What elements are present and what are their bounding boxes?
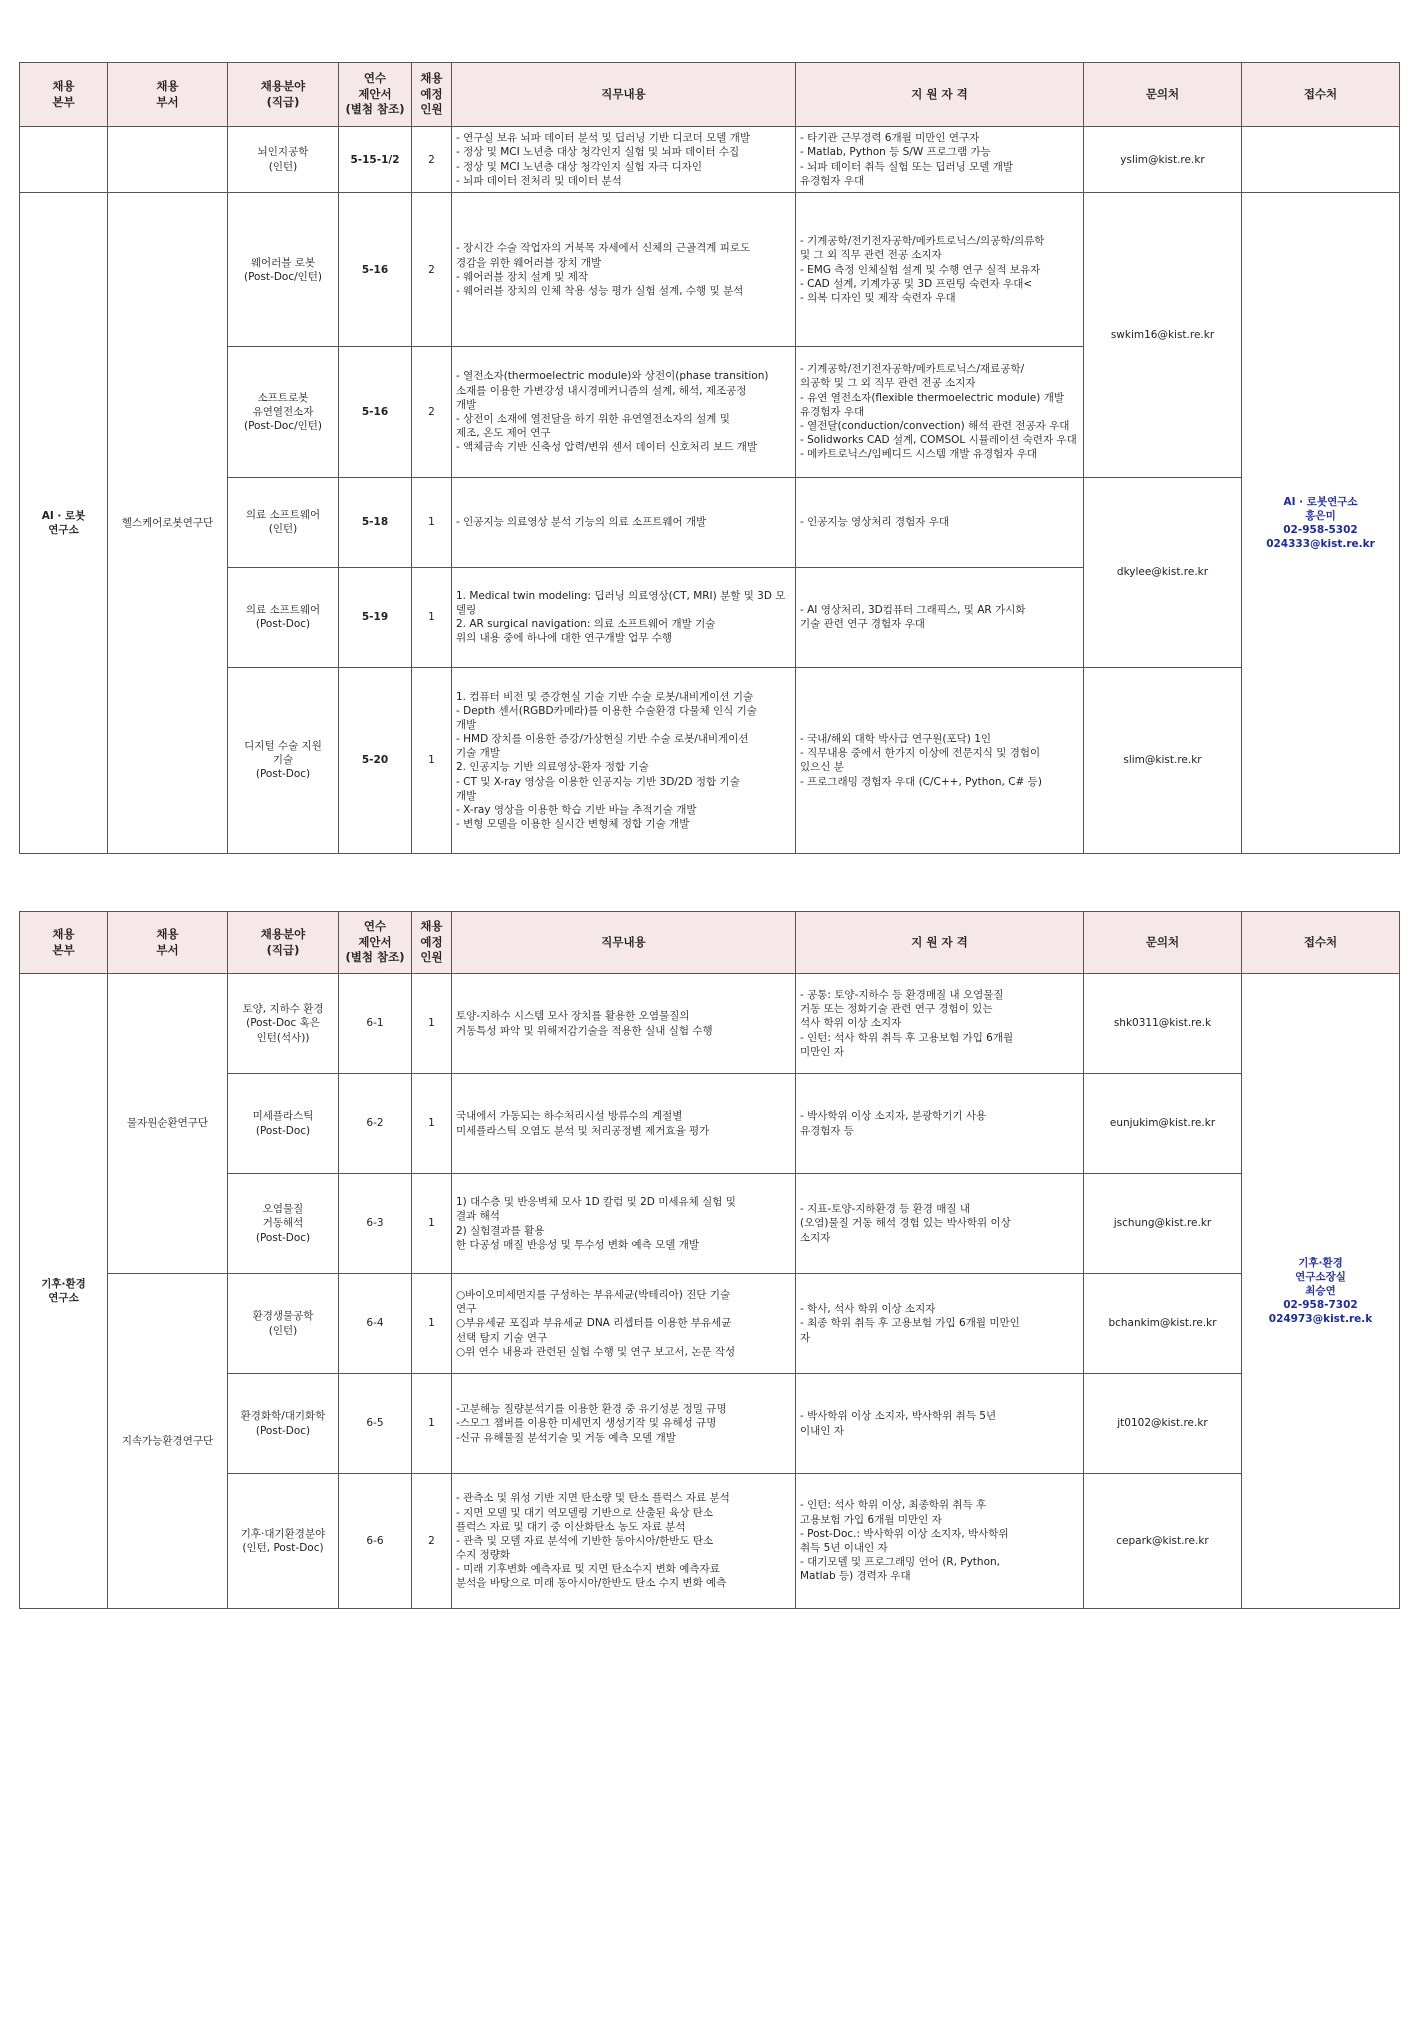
header-contact: 문의처	[1084, 63, 1242, 127]
contact-email[interactable]: eunjukim@kist.re.kr	[1084, 1074, 1242, 1174]
qualification-cell: - 기계공학/전기전자공학/메카트로닉스/재료공학/ 의공학 및 그 외 직무 관련 전공 소지자 - 유연 열전소자(flexible thermoelectric module) 개발 유경험자 우대 - 열전달(conduction/convection) 해석 관련 전공자 우대 - Solidworks CAD 설계, COMSOL 시뮬레이션 숙련자 우대 - 메카트로닉스/임베디드 시스템 개발 유경험자 우대	[796, 347, 1084, 477]
duty-cell: - 장시간 수술 작업자의 거북목 자세에서 신체의 근골격계 피로도 경감을 위한 웨어러블 장치 개발 - 웨어러블 장치 설계 및 제작 - 웨어러블 장치의 인체 착용 성능 평가 실험 설계, 수행 및 분석	[452, 193, 796, 347]
proposal-cell: 5-18	[339, 477, 412, 567]
hq-cell: 기후·환경 연구소	[20, 974, 108, 1609]
qualification-cell: - 타기관 근무경력 6개월 미만인 연구자 - Matlab, Python 등 S/W 프로그램 가능 - 뇌파 데이터 취득 실험 또는 딥러닝 모델 개발 유경험자 우대	[796, 127, 1084, 193]
field-cell: 환경화학/대기화학 (Post-Doc)	[228, 1374, 339, 1474]
duty-cell: 국내에서 가동되는 하수처리시설 방류수의 계절별 미세플라스틱 오염도 분석 및 처리공정별 제거효율 평가	[452, 1074, 796, 1174]
qualification-cell: - 학사, 석사 학위 이상 소지자 - 최종 학위 취득 후 고용보험 가입 6개월 미만인 자	[796, 1274, 1084, 1374]
header-hq: 채용 본부	[20, 912, 108, 974]
table-row	[20, 1274, 1400, 1374]
proposal-cell: 5-19	[339, 567, 412, 667]
headcount-cell: 1	[412, 1374, 452, 1474]
header-duty: 직무내용	[452, 63, 796, 127]
contact-email[interactable]: shk0311@kist.re.k	[1084, 974, 1242, 1074]
header-reception: 접수처	[1242, 912, 1400, 974]
empty-cell	[108, 127, 228, 193]
empty-cell	[1242, 127, 1400, 193]
table-row	[20, 974, 1400, 1074]
header-proposal: 연수 제안서 (별첨 참조)	[339, 912, 412, 974]
duty-cell: - 열전소자(thermoelectric module)와 상전이(phase transition) 소재를 이용한 가변강성 내시경메커니즘의 설계, 해석, 제조공정 개발 - 상전이 소재에 열전달을 하기 위한 유연열전소자의 설계 및 제조, 온도 제어 연구 - 액체금속 기반 신축성 압력/변위 센서 데이터 신호처리 보드 개발	[452, 347, 796, 477]
qualification-cell: - 기계공학/전기전자공학/메카트로닉스/의공학/의류학 및 그 외 직무 관련 전공 소지자 - EMG 측정 인체실험 설계 및 수행 연구 실적 보유자 - CAD 설계, 기계가공 및 3D 프린팅 숙련자 우대< - 의복 디자인 및 제작 숙련자 우대	[796, 193, 1084, 347]
duty-cell: - 관측소 및 위성 기반 지면 탄소량 및 탄소 플럭스 자료 분석 - 지면 모델 및 대기 역모델링 기반으로 산출된 육상 탄소 플럭스 자료 및 대기 중 이산화탄소 농도 자료 분석 - 관측 및 모델 자료 분석에 기반한 동아시아/한반도 탄소 수지 정량화 - 미래 기후변화 예측자료 및 지면 탄소수지 변화 예측자료 분석을 바탕으로 미래 동아시아/한반도 탄소 수지 변화 예측	[452, 1474, 796, 1609]
header-proposal: 연수 제안서 (별첨 참조)	[339, 63, 412, 127]
duty-cell: 1. 컴퓨터 비전 및 증강현실 기술 기반 수술 로봇/내비게이션 기술 - Depth 센서(RGBD카메라)를 이용한 수술환경 다물체 인식 기술 개발 - HMD 장치를 이용한 증강/가상현실 기반 수술 로봇/내비게이션 기술 개발 2. 인공지능 기반 의료영상-환자 정합 기술 - CT 및 X-ray 영상을 이용한 인공지능 기반 3D/2D 정합 기술 개발 - X-ray 영상을 이용한 학습 기반 바늘 추적기술 개발 - 변형 모델을 이용한 실시간 변형체 정합 기술 개발	[452, 667, 796, 853]
contact-email[interactable]: jschung@kist.re.kr	[1084, 1174, 1242, 1274]
field-cell: 의료 소프트웨어 (Post-Doc)	[228, 567, 339, 667]
table-row	[20, 193, 1400, 347]
recruit-table-climate-env	[19, 911, 1400, 1609]
headcount-cell: 1	[412, 667, 452, 853]
contact-email[interactable]: yslim@kist.re.kr	[1084, 127, 1242, 193]
recruit-table-ai-robot	[19, 62, 1400, 854]
duty-cell: 토양-지하수 시스템 모사 장치를 활용한 오염물질의 거동특성 파악 및 위해저감기술을 적용한 실내 실험 수행	[452, 974, 796, 1074]
headcount-cell: 1	[412, 974, 452, 1074]
headcount-cell: 1	[412, 567, 452, 667]
header-qualification: 지 원 자 격	[796, 63, 1084, 127]
duty-cell: ○바이오미세먼지를 구성하는 부유세균(박테리아) 진단 기술 연구 ○부유세균 포집과 부유세균 DNA 리셉터를 이용한 부유세균 선택 탐지 기술 연구 ○위 연수 내용과 관련된 실험 수행 및 연구 보고서, 논문 작성	[452, 1274, 796, 1374]
proposal-cell: 6-2	[339, 1074, 412, 1174]
headcount-cell: 1	[412, 1174, 452, 1274]
hq-cell: AI · 로봇 연구소	[20, 193, 108, 854]
field-cell: 환경생물공학 (인턴)	[228, 1274, 339, 1374]
field-cell: 소프트로봇 유연열전소자 (Post-Doc/인턴)	[228, 347, 339, 477]
duty-cell: 1) 대수층 및 반응벽체 모사 1D 칼럼 및 2D 미세유체 실험 및 결과 해석 2) 실험결과를 활용 한 다공성 매질 반응성 및 투수성 변화 예측 모델 개발	[452, 1174, 796, 1274]
proposal-cell: 6-4	[339, 1274, 412, 1374]
headcount-cell: 2	[412, 127, 452, 193]
proposal-cell: 5-15-1/2	[339, 127, 412, 193]
dept-cell: 지속가능환경연구단	[108, 1274, 228, 1609]
headcount-cell: 1	[412, 1274, 452, 1374]
field-cell: 오염물질 거동해석 (Post-Doc)	[228, 1174, 339, 1274]
field-cell: 미세플라스틱 (Post-Doc)	[228, 1074, 339, 1174]
proposal-cell: 6-3	[339, 1174, 412, 1274]
qualification-cell: - 인턴: 석사 학위 이상, 최종학위 취득 후 고용보험 가입 6개월 미만인 자 - Post-Doc.: 박사학위 이상 소지자, 박사학위 취득 5년 이내인 자 - 대기모델 및 프로그래밍 언어 (R, Python, Matlab 등) 경력자 우대	[796, 1474, 1084, 1609]
qualification-cell: - AI 영상처리, 3D컴퓨터 그래픽스, 및 AR 가시화 기술 관련 연구 경험자 우대	[796, 567, 1084, 667]
field-cell: 뇌인지공학 (인턴)	[228, 127, 339, 193]
duty-cell: - 연구실 보유 뇌파 데이터 분석 및 딥러닝 기반 디코더 모델 개발 - 정상 및 MCI 노년층 대상 청각인지 실험 및 뇌파 데이터 수집 - 정상 및 MCI 노년층 대상 청각인지 실험 자극 디자인 - 뇌파 데이터 전처리 및 데이터 분석	[452, 127, 796, 193]
qualification-cell: - 박사학위 이상 소지자, 분광학기기 사용 유경험자 등	[796, 1074, 1084, 1174]
table-header-row	[20, 912, 1400, 974]
contact-email[interactable]: bchankim@kist.re.kr	[1084, 1274, 1242, 1374]
qualification-cell: - 국내/해외 대학 박사급 연구원(포닥) 1인 - 직무내용 중에서 한가지 이상에 전문지식 및 경험이 있으신 분 - 프로그래밍 경험자 우대 (C/C++, Python, C# 등)	[796, 667, 1084, 853]
empty-cell	[20, 127, 108, 193]
header-contact: 문의처	[1084, 912, 1242, 974]
reception-cell: 기후·환경 연구소장실 최승연 02-958-7302 024973@kist.re.k	[1242, 974, 1400, 1609]
reception-cell: AI · 로봇연구소 홍은미 02-958-5302 024333@kist.re.kr	[1242, 193, 1400, 854]
proposal-cell: 6-6	[339, 1474, 412, 1609]
proposal-cell: 5-16	[339, 193, 412, 347]
headcount-cell: 1	[412, 1074, 452, 1174]
qualification-cell: - 인공지능 영상처리 경험자 우대	[796, 477, 1084, 567]
dept-cell: 물자원순환연구단	[108, 974, 228, 1274]
qualification-cell: - 박사학위 이상 소지자, 박사학위 취득 5년 이내인 자	[796, 1374, 1084, 1474]
header-headcount: 채용 예정 인원	[412, 912, 452, 974]
header-reception: 접수처	[1242, 63, 1400, 127]
field-cell: 기후·대기환경분야 (인턴, Post-Doc)	[228, 1474, 339, 1609]
field-cell: 웨어러블 로봇 (Post-Doc/인턴)	[228, 193, 339, 347]
duty-cell: 1. Medical twin modeling: 딥러닝 의료영상(CT, MRI) 분할 및 3D 모델링 2. AR surgical navigation: 의료 소프트웨어 개발 기술 위의 내용 중에 하나에 대한 연구개발 업무 수행	[452, 567, 796, 667]
headcount-cell: 2	[412, 1474, 452, 1609]
headcount-cell: 2	[412, 347, 452, 477]
header-qualification: 지 원 자 격	[796, 912, 1084, 974]
qualification-cell: - 지표-토양-지하환경 등 환경 매질 내 (오염)물질 거동 해석 경험 있는 박사학위 이상 소지자	[796, 1174, 1084, 1274]
header-headcount: 채용 예정 인원	[412, 63, 452, 127]
proposal-cell: 5-16	[339, 347, 412, 477]
field-cell: 의료 소프트웨어 (인턴)	[228, 477, 339, 567]
header-hq: 채용 본부	[20, 63, 108, 127]
contact-email[interactable]: cepark@kist.re.kr	[1084, 1474, 1242, 1609]
header-duty: 직무내용	[452, 912, 796, 974]
qualification-cell: - 공통: 토양-지하수 등 환경매질 내 오염물질 거동 또는 정화기술 관련 연구 경험이 있는 석사 학위 이상 소지자 - 인턴: 석사 학위 취득 후 고용보험 가입 6개월 미만인 자	[796, 974, 1084, 1074]
duty-cell: -고분해능 질량분석기를 이용한 환경 중 유기성분 정밀 규명 -스모그 챔버를 이용한 미세먼지 생성기작 및 유해성 규명 -신규 유해물질 분석기술 및 거동 예측 모델 개발	[452, 1374, 796, 1474]
contact-email[interactable]: jt0102@kist.re.kr	[1084, 1374, 1242, 1474]
table-row	[20, 127, 1400, 193]
proposal-cell: 5-20	[339, 667, 412, 853]
table-header-row	[20, 63, 1400, 127]
header-field: 채용분야 (직급)	[228, 912, 339, 974]
headcount-cell: 2	[412, 193, 452, 347]
proposal-cell: 6-5	[339, 1374, 412, 1474]
header-field: 채용분야 (직급)	[228, 63, 339, 127]
contact-email[interactable]: dkylee@kist.re.kr	[1084, 477, 1242, 667]
contact-email[interactable]: slim@kist.re.kr	[1084, 667, 1242, 853]
field-cell: 디지털 수술 지원 기술 (Post-Doc)	[228, 667, 339, 853]
proposal-cell: 6-1	[339, 974, 412, 1074]
header-dept: 채용 부서	[108, 63, 228, 127]
duty-cell: - 인공지능 의료영상 분석 기능의 의료 소프트웨어 개발	[452, 477, 796, 567]
header-dept: 채용 부서	[108, 912, 228, 974]
headcount-cell: 1	[412, 477, 452, 567]
dept-cell: 헬스케어로봇연구단	[108, 193, 228, 854]
field-cell: 토양, 지하수 환경 (Post-Doc 혹은 인턴(석사))	[228, 974, 339, 1074]
contact-email[interactable]: swkim16@kist.re.kr	[1084, 193, 1242, 477]
